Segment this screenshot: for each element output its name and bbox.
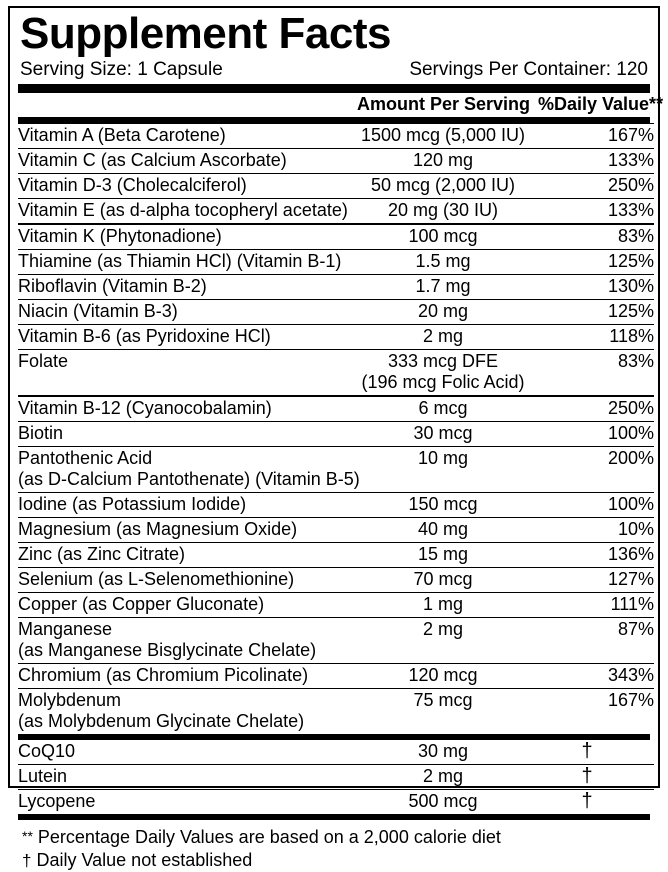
table-row xyxy=(18,199,654,225)
nutrient-amount-line: 70 mcg xyxy=(413,569,473,589)
nutrient-amount-line: 150 mcg xyxy=(408,494,478,514)
nutrient-name xyxy=(18,275,348,300)
nutrient-name-line: Folate xyxy=(18,351,69,371)
nutrient-amount-line: 100 mcg xyxy=(408,226,478,246)
nutrient-daily-value: 200% xyxy=(538,447,654,493)
nutrient-amount xyxy=(348,447,538,493)
nutrient-daily-value: 111% xyxy=(538,593,654,618)
nutrient-name xyxy=(18,250,348,275)
nutrient-name-line: Riboflavin (Vitamin B-2) xyxy=(18,276,207,296)
nutrient-name xyxy=(18,199,348,225)
nutrient-amount xyxy=(348,174,538,199)
nutrient-amount xyxy=(348,275,538,300)
nutrient-daily-value: 100% xyxy=(538,422,654,447)
nutrient-name xyxy=(18,740,348,765)
nutrient-name xyxy=(18,765,348,790)
table-row xyxy=(18,396,654,422)
nutrient-name-line: Manganese xyxy=(18,619,113,639)
nutrient-name-line: Vitamin A (Beta Carotene) xyxy=(18,125,226,145)
nutrient-amount xyxy=(348,124,538,149)
nutrient-name-line: Vitamin E (as d-alpha tocopheryl acetate) xyxy=(18,200,348,220)
nutrient-amount-line: 120 mg xyxy=(412,150,474,170)
nutrient-name-line: Vitamin B-6 (as Pyridoxine HCl) xyxy=(18,326,271,346)
table-row xyxy=(18,250,654,275)
supplement-facts-panel xyxy=(8,6,664,870)
table-row xyxy=(18,740,654,765)
nutrient-name-line: Thiamine (as Thiamin HCl) (Vitamin B-1) xyxy=(18,251,342,271)
nutrient-daily-value: 87% xyxy=(538,618,654,664)
nutrient-daily-value: 10% xyxy=(538,518,654,543)
serving-info xyxy=(20,59,648,81)
table-row xyxy=(18,447,654,493)
footnote-daily-value-basis xyxy=(22,825,650,849)
nutrient-daily-value: 167% xyxy=(538,124,654,149)
table-row xyxy=(18,689,654,735)
nutrient-amount-line: 1 mg xyxy=(422,594,464,614)
nutrient-name-subline: (as Manganese Bisglycinate Chelate) xyxy=(18,640,317,660)
nutrient-name xyxy=(18,325,348,350)
nutrient-amount xyxy=(348,518,538,543)
nutrient-amount xyxy=(348,568,538,593)
nutrient-daily-value: 83% xyxy=(538,350,654,397)
header-amount: Amount Per Serving xyxy=(356,94,530,114)
nutrient-amount xyxy=(348,149,538,174)
header-daily-value: %Daily Value** xyxy=(538,94,664,114)
nutrient-amount xyxy=(348,350,538,397)
servings-per-container: Servings Per Container: 120 xyxy=(409,59,648,80)
nutrient-name-subline: (as Molybdenum Glycinate Chelate) xyxy=(18,711,305,731)
nutrient-name xyxy=(18,224,348,250)
serving-size: Serving Size: 1 Capsule xyxy=(20,59,223,80)
nutrient-name xyxy=(18,300,348,325)
nutrient-name xyxy=(18,543,348,568)
table-row xyxy=(18,325,654,350)
table-row xyxy=(18,493,654,518)
table-row xyxy=(18,543,654,568)
nutrient-daily-value: 167% xyxy=(538,689,654,735)
nutrient-amount-line: 30 mg xyxy=(417,741,469,761)
footnote-dagger xyxy=(22,849,650,872)
nutrient-name-line: Vitamin D-3 (Cholecalciferol) xyxy=(18,175,247,195)
nutrient-amount-line: 75 mcg xyxy=(413,690,473,710)
nutrient-name-line: Molybdenum xyxy=(18,690,122,710)
nutrient-amount xyxy=(348,422,538,447)
nutrient-amount-line: 1.7 mg xyxy=(415,276,471,296)
table-row xyxy=(18,275,654,300)
table-row xyxy=(18,790,654,815)
nutrient-amount xyxy=(348,250,538,275)
nutrient-amount-line: 2 mg xyxy=(422,766,464,786)
nutrient-name xyxy=(18,493,348,518)
nutrient-name xyxy=(18,518,348,543)
nutrient-amount xyxy=(348,543,538,568)
nutrient-name xyxy=(18,447,360,493)
nutrient-amount-subline: (196 mcg Folic Acid) xyxy=(361,372,525,392)
page-title: Supplement Facts xyxy=(20,9,391,58)
nutrient-amount xyxy=(348,689,538,735)
nutrient-amount-line: 1.5 mg xyxy=(415,251,471,271)
nutrient-daily-value: † xyxy=(581,740,593,762)
nutrients-table xyxy=(18,123,654,734)
nutrient-amount xyxy=(348,765,538,790)
nutrient-daily-value: 133% xyxy=(538,199,654,225)
nutrient-name-line: Chromium (as Chromium Picolinate) xyxy=(18,665,309,685)
table-row xyxy=(18,568,654,593)
footnote-dagger-mark: † xyxy=(22,851,32,870)
nutrient-name xyxy=(18,790,348,815)
nutrient-daily-value: 125% xyxy=(538,300,654,325)
nutrient-amount xyxy=(348,618,538,664)
table-row xyxy=(18,300,654,325)
nutrient-daily-value: 118% xyxy=(538,325,654,350)
nutrient-daily-value: 250% xyxy=(538,174,654,199)
nutrient-amount-line: 20 mg (30 IU) xyxy=(387,200,499,220)
nutrient-amount-line: 2 mg xyxy=(422,326,464,346)
table-row xyxy=(18,593,654,618)
nutrient-amount xyxy=(348,224,538,250)
table-row xyxy=(18,350,654,397)
nutrient-amount-line: 1500 mcg (5,000 IU) xyxy=(360,125,526,145)
table-row xyxy=(18,124,654,149)
nutrient-daily-value: 250% xyxy=(538,396,654,422)
nutrient-daily-value: 83% xyxy=(538,224,654,250)
nutrient-daily-value: 133% xyxy=(538,149,654,174)
nutrient-amount xyxy=(348,740,538,765)
nutrient-name xyxy=(18,689,348,735)
nutrient-amount xyxy=(348,493,538,518)
nutrient-amount-line: 6 mcg xyxy=(418,398,468,418)
nutrient-name-line: Lycopene xyxy=(18,791,96,811)
nutrient-amount-line: 2 mg xyxy=(422,619,464,639)
nutrient-daily-value: 130% xyxy=(538,275,654,300)
nutrient-name-line: Zinc (as Zinc Citrate) xyxy=(18,544,186,564)
nutrient-name-line: Vitamin K (Phytonadione) xyxy=(18,226,222,246)
nutrient-name xyxy=(18,174,348,199)
header-name xyxy=(18,93,348,117)
table-header-row xyxy=(18,93,654,117)
nutrient-name-line: Copper (as Copper Gluconate) xyxy=(18,594,265,614)
nutrient-name-line: Lutein xyxy=(18,766,68,786)
nutrient-amount-line: 50 mcg (2,000 IU) xyxy=(370,175,516,195)
nutrient-name xyxy=(18,618,348,664)
nutrient-name-line: Biotin xyxy=(18,423,64,443)
nutrient-name xyxy=(18,593,348,618)
nutrient-amount xyxy=(348,325,538,350)
nutrient-name-line: CoQ10 xyxy=(18,741,76,761)
table-row xyxy=(18,174,654,199)
nutrient-name xyxy=(18,422,348,447)
nutrient-daily-value: 136% xyxy=(538,543,654,568)
table-row xyxy=(18,765,654,790)
table-row xyxy=(18,664,654,689)
nutrient-name-line: Vitamin C (as Calcium Ascorbate) xyxy=(18,150,287,170)
nutrient-amount xyxy=(348,593,538,618)
footnotes xyxy=(18,820,650,872)
footnote-dagger-text: Daily Value not established xyxy=(31,850,253,870)
nutrient-amount-line: 10 mg xyxy=(417,448,469,468)
nutrient-amount xyxy=(348,664,538,689)
table-row xyxy=(18,618,654,664)
divider-top-thick xyxy=(18,84,650,93)
nutrient-name xyxy=(18,149,348,174)
nutrient-name xyxy=(18,124,348,149)
nutrient-daily-value: 343% xyxy=(538,664,654,689)
nutrient-name-line: Pantothenic Acid xyxy=(18,448,153,468)
nutrient-amount xyxy=(348,396,538,422)
table-row xyxy=(18,224,654,250)
nutrient-daily-value: † xyxy=(538,765,654,790)
nutrient-amount-line: 333 mcg DFE xyxy=(387,351,499,371)
table-row xyxy=(18,149,654,174)
nutrient-name-line: Magnesium (as Magnesium Oxide) xyxy=(18,519,298,539)
nutrient-amount-line: 500 mcg xyxy=(408,791,478,811)
nutrient-amount xyxy=(348,300,538,325)
footnote-star-text: Percentage Daily Values are based on a 2,000 calorie diet xyxy=(32,827,501,847)
nutrient-name xyxy=(18,568,348,593)
nutrient-amount xyxy=(348,790,538,815)
table-row xyxy=(18,518,654,543)
nutrient-name-subline: (as D-Calcium Pantothenate) (Vitamin B-5) xyxy=(18,469,360,489)
header-table xyxy=(18,93,664,117)
nutrient-daily-value: † xyxy=(538,790,654,815)
table-row xyxy=(18,422,654,447)
nutrient-amount-line: 15 mg xyxy=(417,544,469,564)
other-nutrients-table xyxy=(18,740,654,814)
nutrient-name xyxy=(18,396,348,422)
nutrient-daily-value: 127% xyxy=(538,568,654,593)
nutrient-amount-line: 30 mcg xyxy=(413,423,473,443)
nutrient-name-line: Iodine (as Potassium Iodide) xyxy=(18,494,247,514)
nutrient-amount-line: 40 mg xyxy=(417,519,469,539)
nutrient-name-line: Niacin (Vitamin B-3) xyxy=(18,301,178,321)
nutrient-amount xyxy=(348,199,538,225)
nutrient-amount-line: 120 mcg xyxy=(408,665,478,685)
nutrient-name-line: Vitamin B-12 (Cyanocobalamin) xyxy=(18,398,272,418)
footnote-star-mark: ** xyxy=(22,828,33,844)
nutrient-name xyxy=(18,664,348,689)
nutrient-name xyxy=(18,350,348,397)
nutrient-amount-line: 20 mg xyxy=(417,301,469,321)
nutrient-daily-value: 100% xyxy=(538,493,654,518)
nutrient-daily-value: 125% xyxy=(538,250,654,275)
nutrient-name-line: Selenium (as L-Selenomethionine) xyxy=(18,569,295,589)
